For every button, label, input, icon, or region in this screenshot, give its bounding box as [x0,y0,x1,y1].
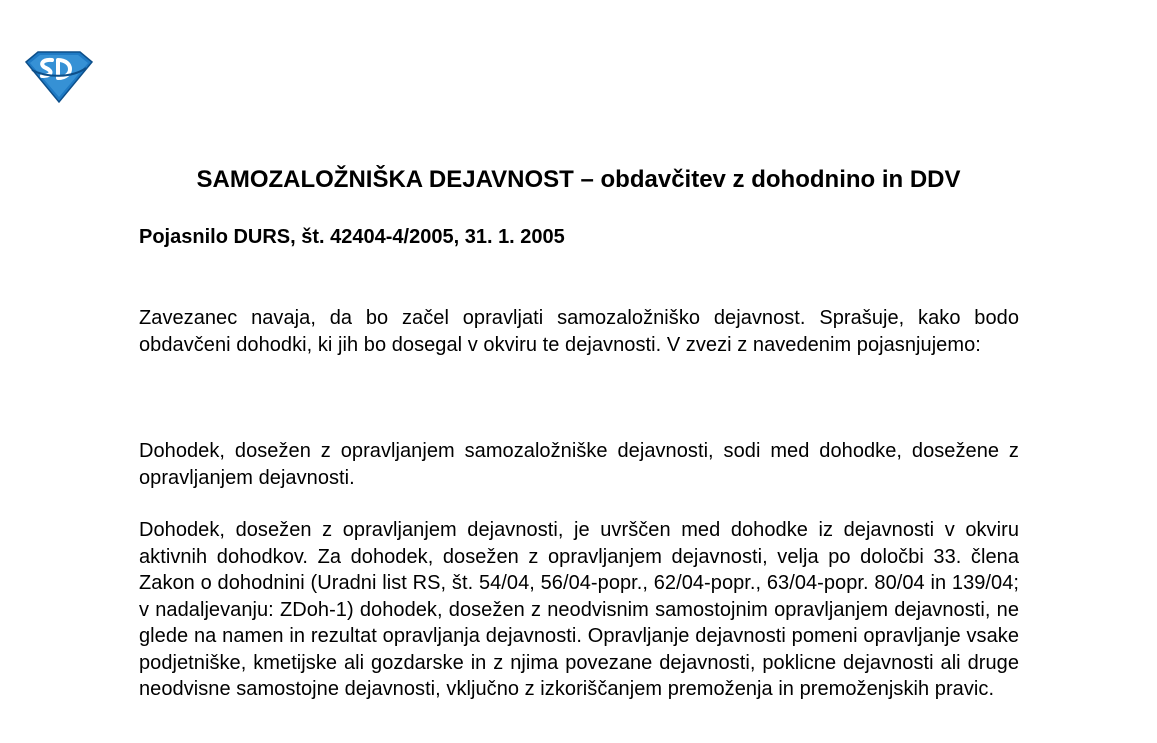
paragraph-3: Dohodek, dosežen z opravljanjem dejavnosti, je uvrščen med dohodke iz dejavnosti v okviru aktivnih dohodkov. Za dohodek, dosežen z opravljanjem dejavnosti, velja po določbi 33. člena Zakon o dohodnini (Uradni list RS, št. 54/04, 56/04-popr., 62/04-popr., 63/04-popr. 80/04 in 139/04; v nadaljevanju: ZDoh-1) dohodek, dosežen z neodvisnim samostojnim opravljanjem dejavnosti, ne glede na namen in rezultat opravljanja dejavnosti. Opravljanje dejavnosti pomeni opravljanje vsake podjetniške, kmetijske ali gozdarske in z njima povezane dejavnosti, poklicne dejavnosti ali druge neodvisne samostojne dejavnosti, vključno z izkoriščanjem premoženja in premoženjskih pravic. [139,519,1019,700]
document-subtitle: Pojasnilo DURS, št. 42404-4/2005, 31. 1. 2005 [139,226,565,248]
document-title: SAMOZALOŽNIŠKA DEJAVNOST – obdavčitev z dohodnino in DDV [196,166,961,193]
sd-diamond-logo-icon [22,48,96,104]
paragraph-2: Dohodek, dosežen z opravljanjem samozaložniške dejavnosti, sodi med dohodke, dosežene z opravljanjem dejavnosti. [139,440,1019,489]
paragraph-1: Zavezanec navaja, da bo začel opravljati samozaložniško dejavnost. Sprašuje, kako bodo obdavčeni dohodki, ki jih bo dosegal v okviru te dejavnosti. V zvezi z navedenim pojasnjujemo: [139,307,1019,356]
